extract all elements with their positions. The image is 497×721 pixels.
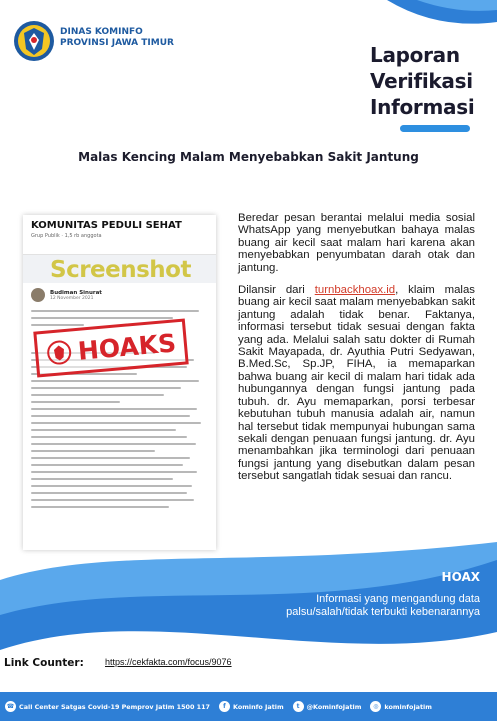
screenshot-watermark: Screenshot	[50, 257, 191, 283]
organization-name	[60, 27, 174, 49]
group-name: KOMUNITAS PEDULI SEHAT	[31, 220, 182, 231]
report-title-line-3: Informasi	[370, 95, 475, 119]
link-counter-label: Link Counter:	[4, 657, 84, 669]
stamp-emblem-icon	[45, 338, 73, 366]
paragraph-2	[238, 284, 475, 483]
title-underline	[400, 125, 470, 132]
paragraph-1: Beredar pesan berantai melalui media sosial WhatsApp yang menyebutkan bahaya malas buang air kecil saat malam hari karena akan menyebabkan penyumbatan darah otak dan jantung.	[238, 212, 475, 274]
org-line-2: PROVINSI JAWA TIMUR	[60, 38, 174, 48]
footer-twitter[interactable]	[293, 701, 362, 712]
org-line-1: DINAS KOMINFO	[60, 27, 143, 37]
instagram-icon: ◎	[370, 701, 381, 712]
footer-instagram[interactable]	[370, 701, 431, 712]
twitter-handle: @KominfoJatim	[306, 702, 362, 711]
report-title-line-2: Verifikasi	[370, 69, 473, 93]
facebook-handle: Kominfo Jatim	[232, 702, 284, 711]
post-date: 12 November 2021	[50, 295, 94, 301]
group-subtitle: Grup Publik · 1,5 rb anggota	[31, 233, 102, 239]
post-card	[23, 283, 216, 518]
verdict-label: HOAX	[441, 570, 480, 584]
link-counter-url[interactable]: https://cekfakta.com/focus/9076	[105, 657, 232, 667]
poster-name: Budiman Sinurat	[50, 289, 102, 296]
instagram-handle: kominfojatim	[384, 702, 432, 711]
call-center-text: Call Center Satgas Covid-19 Pemprov Jatim 1500 117	[19, 702, 210, 711]
phone-icon: ☎	[6, 703, 15, 710]
stamp-text: HOAKS	[76, 327, 178, 366]
poster-avatar	[31, 288, 45, 302]
verdict-definition: Informasi yang mengandung data palsu/salah/tidak terbukti kebenarannya	[286, 593, 480, 618]
footer-call-center	[5, 701, 210, 712]
source-link[interactable]: turnbackhoax.id	[314, 284, 396, 297]
paragraph-2-intro: Dilansir dari	[238, 284, 315, 297]
report-title	[370, 42, 474, 120]
hoax-screenshot	[23, 215, 216, 550]
top-wave-decoration	[377, 0, 497, 40]
paragraph-2-rest: , klaim malas buang air kecil saat malam menyebabkan sakit jantung adalah tidak benar. Faktanya, informasi tersebut tidak sesuai dengan fakta yang ada. Melalui salah satu dokter di Rumah Sakit Mayapada, dr. Ayuthia Putri Sedyawan, B.Med.Sc, Sp.JP, FIHA, ia memaparkan bahwa buang air kecil di malam hari tidak ada hubungannya dengan fungsi jantung pada tubuh. dr. Ayu memaparkan, porsi terbesar kebutuhan tubuh manusia adalah air, namun hal tersebut tidak mempunyai hubungan sama sekali dengan penuaan fungsi jantung. dr. Ayu menambahkan jika terminologi dari penuaan fungsi jantung yang disebutkan dalam pesan tersebut sangatlah tidak sesuai dan rancu.	[238, 284, 475, 483]
news-headline: Malas Kencing Malam Menyebabkan Sakit Jantung	[78, 150, 419, 164]
report-title-line-1: Laporan	[370, 43, 460, 67]
article-body	[238, 212, 475, 493]
twitter-icon: t	[293, 701, 304, 712]
group-header	[23, 215, 216, 255]
jatim-emblem-logo	[13, 20, 55, 62]
facebook-icon: f	[219, 701, 230, 712]
footer-bar	[0, 692, 497, 721]
footer-facebook[interactable]	[219, 701, 284, 712]
